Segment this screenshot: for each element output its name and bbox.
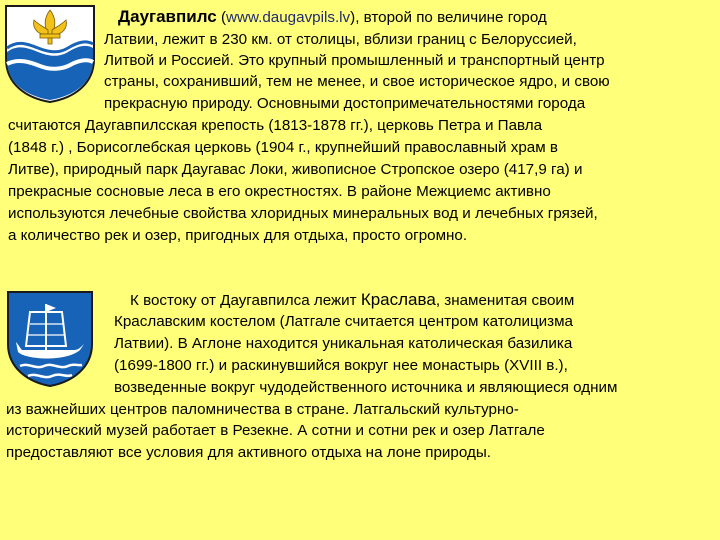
section2-line: из важнейших центров паломничества в стране. Латгальский культурно- — [6, 401, 519, 418]
daugavpils-website-link[interactable]: www.daugavpils.lv — [226, 9, 351, 26]
section1-line: Литвой и Россией. Это крупный промышленный и транспортный центр — [104, 52, 605, 69]
section1-line: считаются Даугавпилсская крепость (1813-1878 гг.), церковь Петра и Павла — [8, 117, 543, 134]
section2-first-line — [130, 290, 574, 310]
section2-line: (1699-1800 гг.) и раскинувшийся вокруг нее монастырь (XVIII в.), — [114, 357, 568, 374]
section1-line: Литве), природный парк Даугавас Локи, живописное Стропское озеро (417,9 га) и — [8, 161, 583, 178]
section1-line: (1848 г.) , Борисоглебская церковь (1904 г., крупнейший православный храм в — [8, 139, 558, 156]
daugavpils-coat-of-arms-icon — [4, 4, 96, 104]
section1-line: а количество рек и озер, пригодных для отдыха, просто огромно. — [8, 227, 468, 244]
section1-first-line — [118, 7, 547, 27]
section2-line: возведенные вокруг чудодейственного источника и являющиеся одним — [114, 379, 618, 396]
section2-line: Краславским костелом (Латгале считается центром католицизма — [114, 313, 573, 330]
section1-line: страны, сохранивший, тем не менее, и свое историческое ядро, и свою — [104, 73, 610, 90]
section1-line: прекрасные сосновые леса в его окрестностях. В районе Межциемс активно — [8, 183, 551, 200]
section2-intro: К востоку от Даугавпилса лежит — [130, 292, 361, 309]
url-open: ( — [216, 9, 227, 26]
section2-line: Латвии). В Аглоне находится уникальная католическая базилика — [114, 335, 573, 352]
section2-intro-end: , знаменитая своим — [435, 292, 575, 309]
daugavpils-title: Даугавпилс — [118, 7, 217, 26]
kraslava-name: Краслава — [360, 290, 436, 309]
section2-line: исторический музей работает в Резекне. А сотни и сотни рек и озер Латгале — [6, 422, 545, 439]
section1-line: используются лечебные свойства хлоридных минеральных вод и лечебных грязей, — [8, 205, 598, 222]
section2-line: предоставляют все условия для активного отдыха на лоне природы. — [6, 444, 491, 461]
url-close: ), второй по величине город — [350, 9, 547, 26]
section1-line: Латвии, лежит в 230 км. от столицы, вблизи границ с Белоруссией, — [104, 31, 577, 48]
section1-line: прекрасную природу. Основными достопримечательностями города — [104, 95, 586, 112]
kraslava-coat-of-arms-icon — [6, 290, 94, 388]
